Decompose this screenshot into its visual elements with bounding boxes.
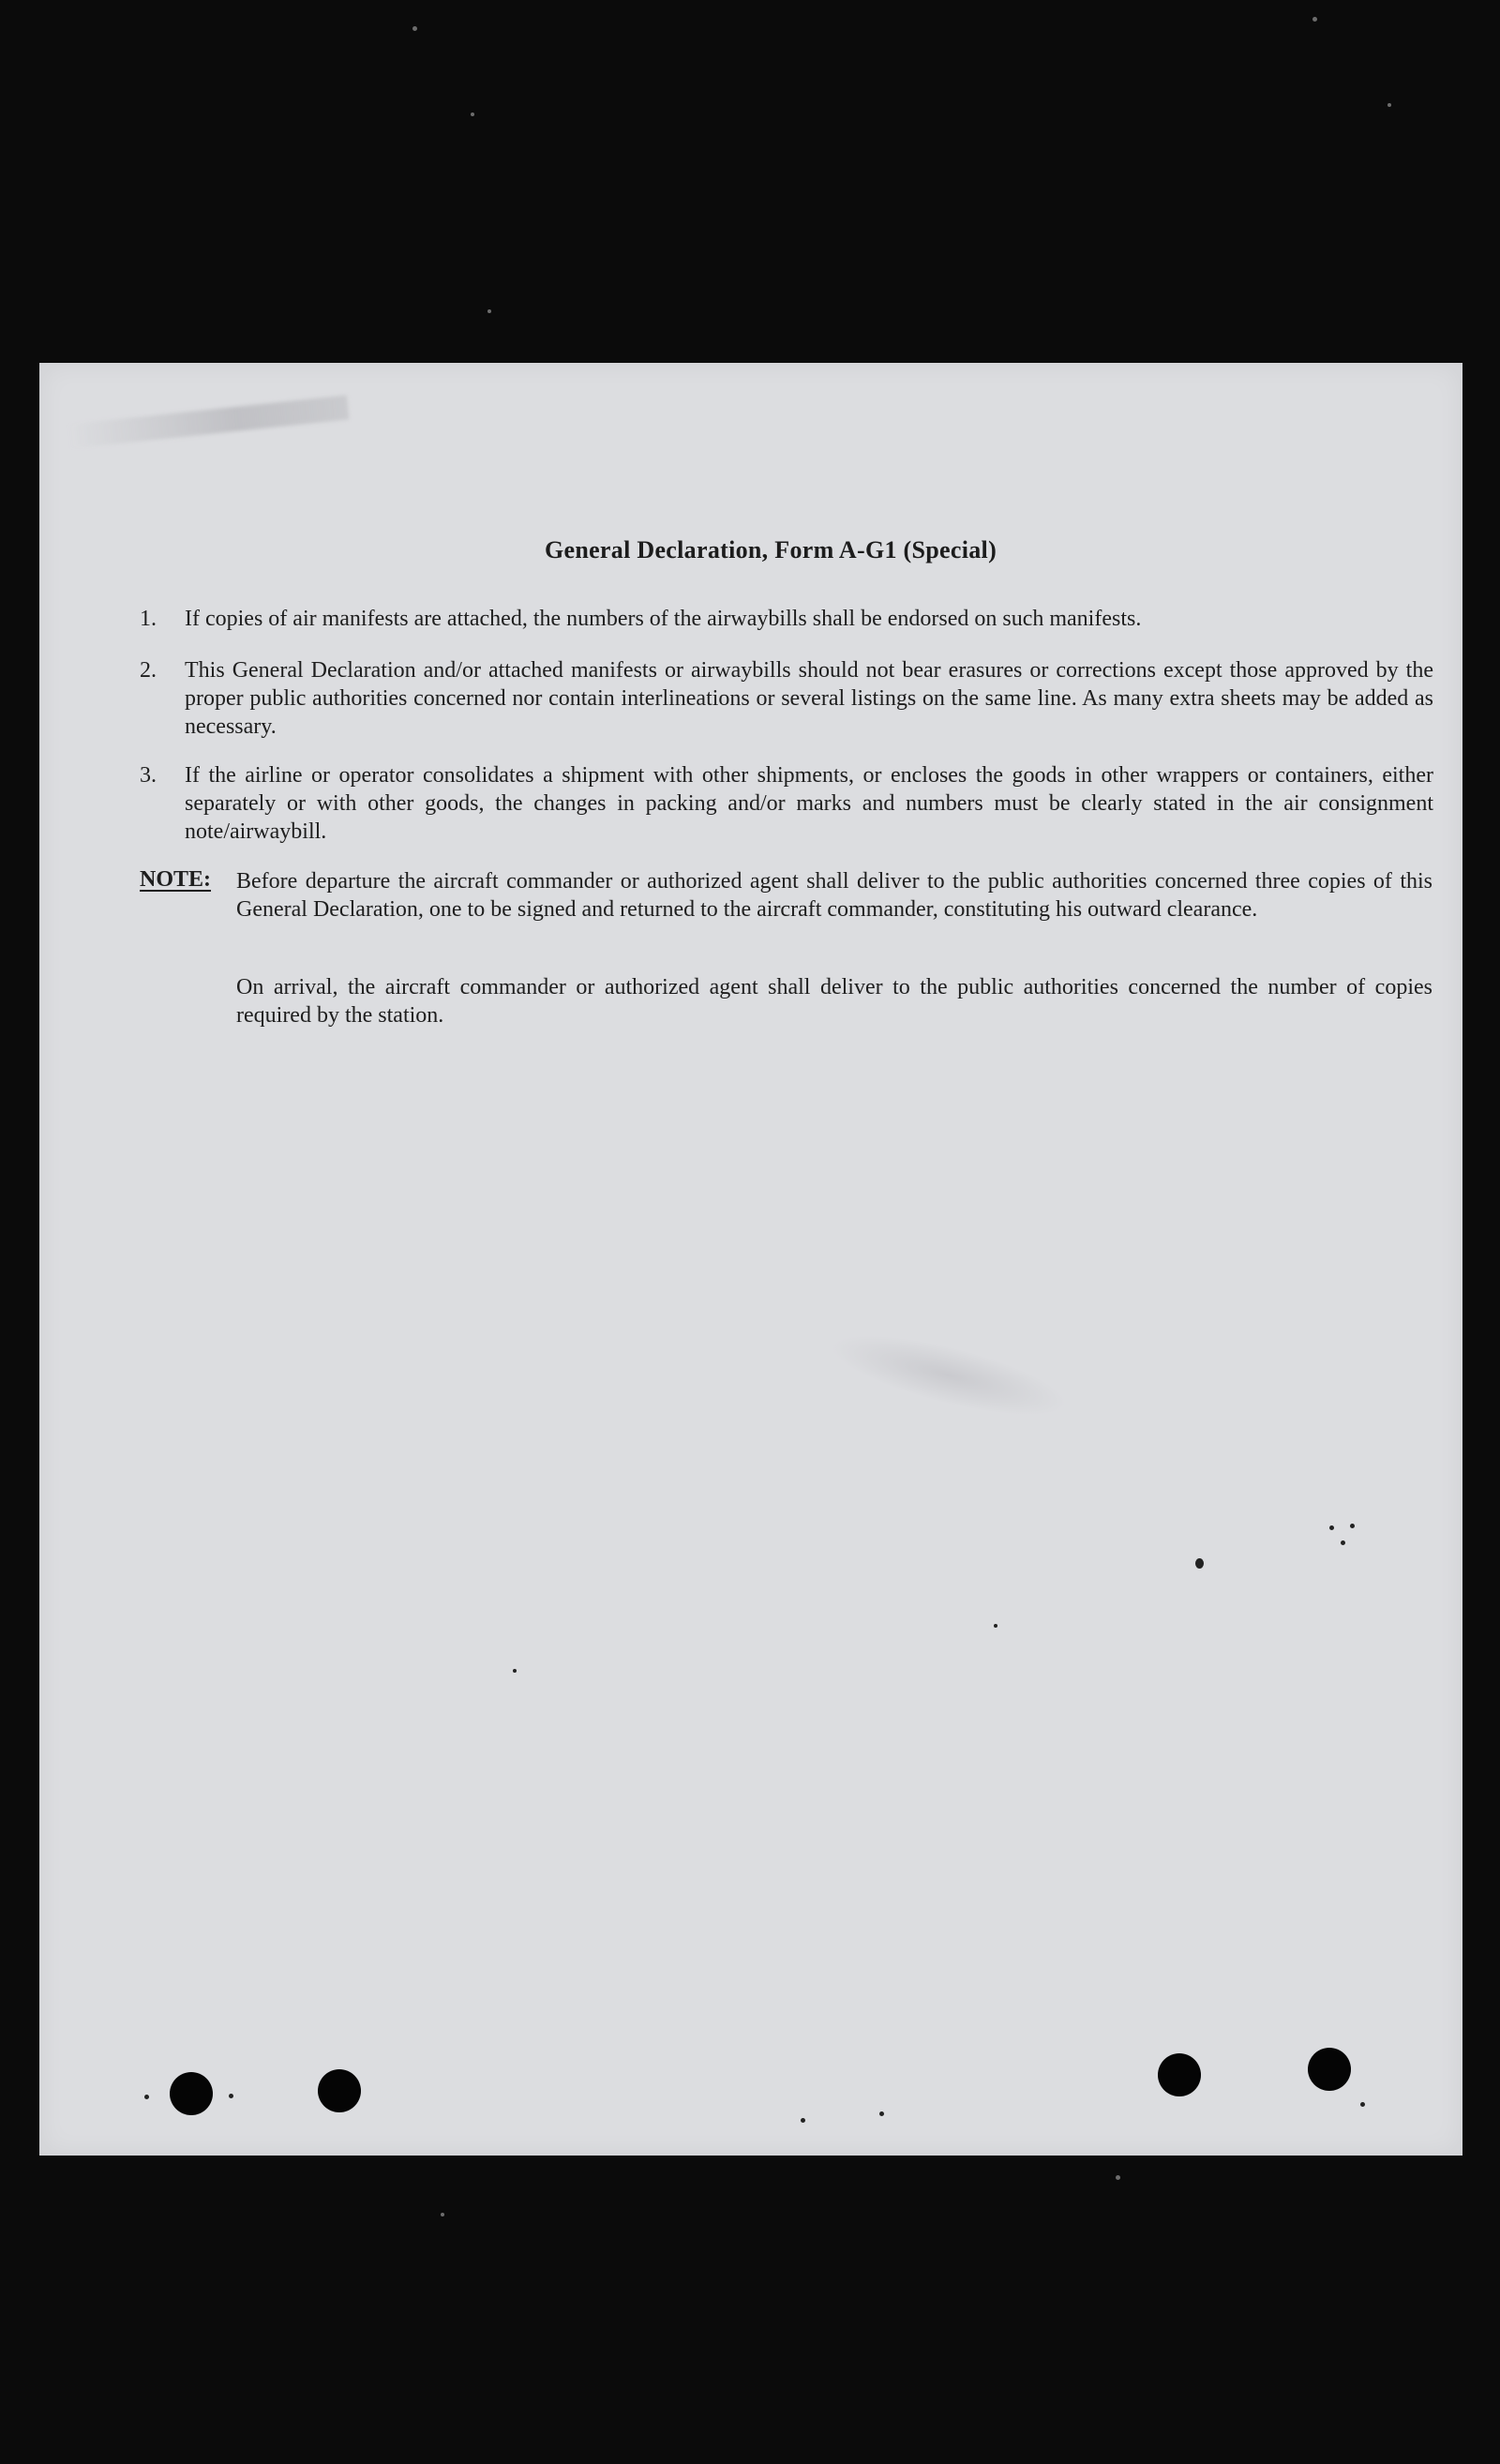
scan-speck <box>412 26 417 31</box>
item-number: 1. <box>140 607 157 631</box>
ink-mark <box>879 2111 884 2116</box>
note-paragraph: On arrival, the aircraft commander or authorized agent shall deliver to the public authorities concerned the number of copies required by the station. <box>236 975 1432 1028</box>
scan-speck <box>1388 103 1391 107</box>
scan-smudge <box>67 395 349 448</box>
scan-speck <box>1312 17 1317 22</box>
list-item <box>140 761 1433 846</box>
ink-mark <box>513 1669 517 1673</box>
punch-hole <box>1158 2053 1201 2096</box>
scan-speck <box>1116 2175 1120 2180</box>
note-label: NOTE: <box>140 867 212 892</box>
item-text: If copies of air manifests are attached, the numbers of the airwaybills shall be endorsed on such manifests. <box>185 607 1142 631</box>
list-item <box>140 656 1433 741</box>
note-paragraph: Before departure the aircraft commander or authorized agent shall deliver to the public authorities concerned three copies of this General Declaration, one to be signed and returned to the aircraft commander, constituting his outward clearance. <box>236 869 1432 922</box>
scan-speck <box>471 113 474 116</box>
item-text: If the airline or operator consolidates a shipment with other shipments, or encloses the goods in other wrappers or containers, either separately or with other goods, the changes in packing and/or marks and numbers must be clearly stated in the air consignment note/airwaybill. <box>185 763 1433 844</box>
scan-speck <box>441 2213 444 2216</box>
list-item <box>140 605 1433 633</box>
ink-mark <box>1341 1540 1345 1545</box>
scan-speck <box>488 309 491 313</box>
ink-mark <box>1329 1525 1334 1530</box>
ink-mark <box>1360 2102 1365 2107</box>
punch-hole <box>1308 2048 1351 2091</box>
ink-mark <box>801 2118 805 2123</box>
scan-smudge <box>824 1318 1074 1432</box>
ink-mark <box>1350 1524 1355 1528</box>
document-page <box>39 363 1462 2156</box>
item-text: This General Declaration and/or attached manifests or airwaybills should not bear erasures or corrections except those approved by the proper public authorities concerned nor contain interlineations or several listings on the same line. As many extra sheets may be added as necessary. <box>185 658 1433 739</box>
ink-mark <box>1195 1558 1204 1569</box>
item-number: 2. <box>140 658 157 683</box>
punch-hole <box>170 2072 213 2115</box>
ink-mark <box>144 2095 149 2099</box>
document-title: General Declaration, Form A-G1 (Special) <box>544 536 998 563</box>
ink-mark <box>994 1624 998 1628</box>
punch-hole <box>318 2069 361 2112</box>
ink-mark <box>229 2094 233 2098</box>
item-number: 3. <box>140 763 157 788</box>
